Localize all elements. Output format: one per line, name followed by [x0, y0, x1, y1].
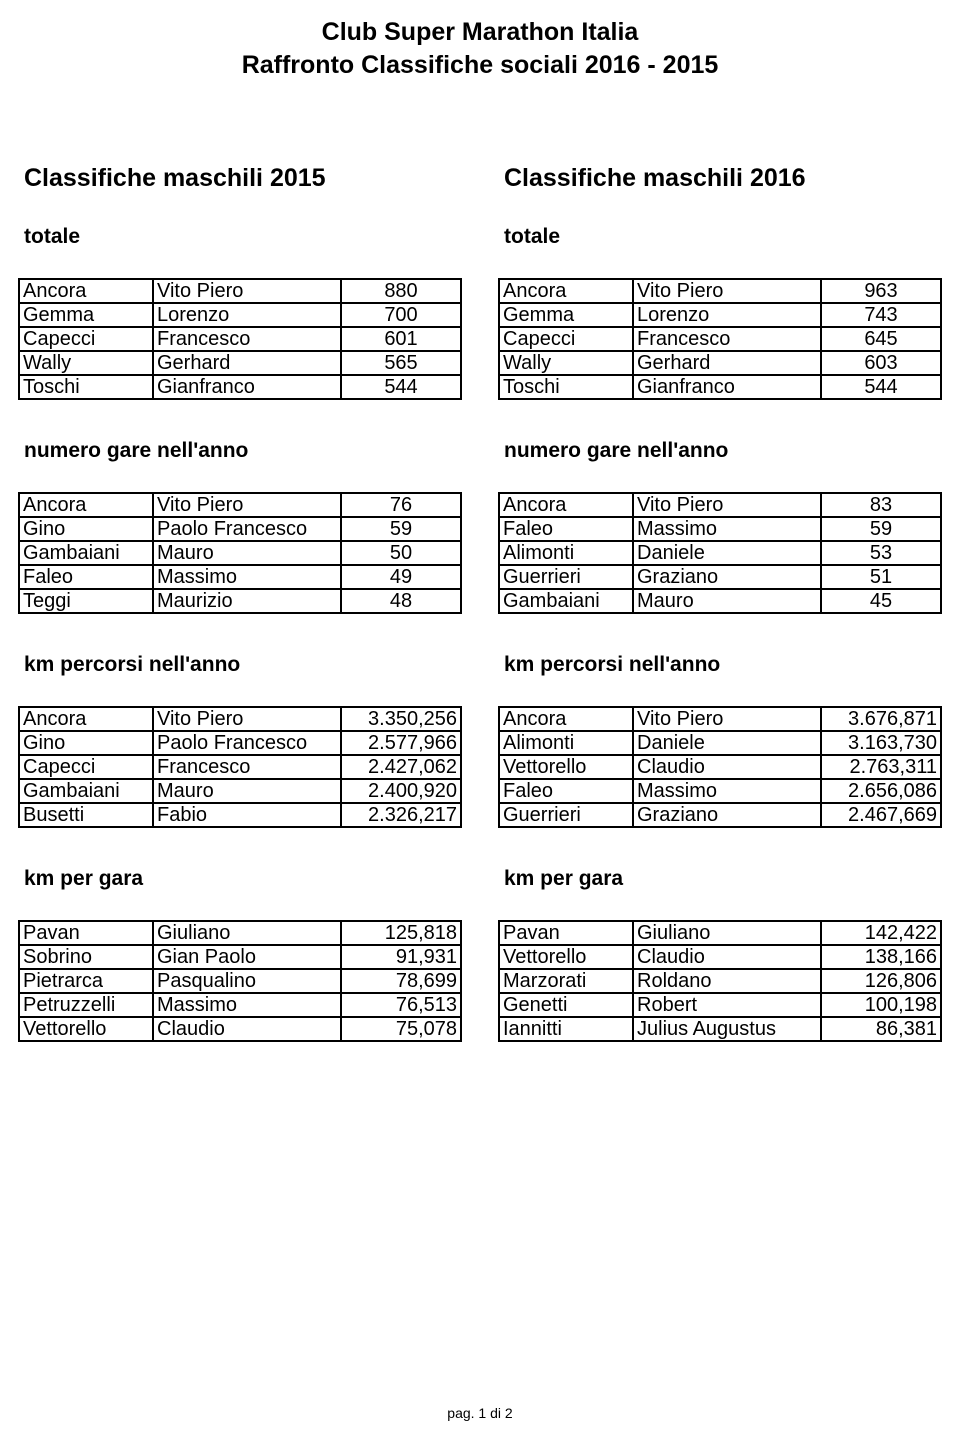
firstname-cell: Giuliano	[153, 921, 341, 945]
section-label: km percorsi nell'anno	[504, 653, 721, 676]
table-row	[19, 351, 461, 375]
table-row	[499, 803, 941, 827]
firstname-cell: Vito Piero	[153, 493, 341, 517]
firstname-cell: Gianfranco	[153, 375, 341, 399]
ranking-table	[18, 278, 462, 400]
section-label: numero gare nell'anno	[504, 439, 729, 462]
table-row	[499, 279, 941, 303]
firstname-cell: Graziano	[633, 803, 821, 827]
ranking-table	[498, 492, 942, 614]
section-label: km per gara	[24, 867, 144, 890]
value-cell: 700	[341, 303, 461, 327]
surname-cell: Gambaiani	[499, 589, 633, 613]
surname-cell: Faleo	[19, 565, 153, 589]
table-row	[499, 1017, 941, 1041]
column-heading: Classifiche maschili 2016	[504, 164, 806, 192]
section-label: totale	[504, 225, 561, 248]
firstname-cell: Vito Piero	[633, 707, 821, 731]
firstname-cell: Paolo Francesco	[153, 731, 341, 755]
value-cell: 76	[341, 493, 461, 517]
firstname-cell: Claudio	[633, 945, 821, 969]
value-cell: 142,422	[821, 921, 941, 945]
value-cell: 91,931	[341, 945, 461, 969]
value-cell: 125,818	[341, 921, 461, 945]
firstname-cell: Giuliano	[633, 921, 821, 945]
value-cell: 743	[821, 303, 941, 327]
document-subtitle: Raffronto Classifiche sociali 2016 - 2015	[241, 51, 719, 79]
firstname-cell: Vito Piero	[633, 279, 821, 303]
firstname-cell: Massimo	[633, 517, 821, 541]
surname-cell: Vettorello	[499, 945, 633, 969]
value-cell: 50	[341, 541, 461, 565]
value-cell: 78,699	[341, 969, 461, 993]
value-cell: 138,166	[821, 945, 941, 969]
ranking-table	[498, 278, 942, 400]
firstname-cell: Paolo Francesco	[153, 517, 341, 541]
surname-cell: Gemma	[499, 303, 633, 327]
table-row	[19, 375, 461, 399]
value-cell: 59	[341, 517, 461, 541]
table-row	[499, 565, 941, 589]
table-row	[499, 945, 941, 969]
section-km-per-gara	[18, 864, 462, 1044]
table-row	[19, 803, 461, 827]
surname-cell: Sobrino	[19, 945, 153, 969]
firstname-cell: Gerhard	[153, 351, 341, 375]
value-cell: 2.656,086	[821, 779, 941, 803]
surname-cell: Alimonti	[499, 731, 633, 755]
firstname-cell: Claudio	[153, 1017, 341, 1041]
ranking-table	[18, 706, 462, 828]
value-cell: 2.763,311	[821, 755, 941, 779]
table-row	[19, 327, 461, 351]
firstname-cell: Massimo	[153, 993, 341, 1017]
ranking-table	[498, 920, 942, 1042]
surname-cell: Guerrieri	[499, 565, 633, 589]
firstname-cell: Lorenzo	[153, 303, 341, 327]
surname-cell: Ancora	[499, 279, 633, 303]
surname-cell: Genetti	[499, 993, 633, 1017]
firstname-cell: Massimo	[633, 779, 821, 803]
surname-cell: Gemma	[19, 303, 153, 327]
value-cell: 2.400,920	[341, 779, 461, 803]
firstname-cell: Francesco	[633, 327, 821, 351]
surname-cell: Guerrieri	[499, 803, 633, 827]
value-cell: 51	[821, 565, 941, 589]
surname-cell: Wally	[19, 351, 153, 375]
ranking-table	[18, 492, 462, 614]
document-title: Club Super Marathon Italia	[321, 18, 639, 46]
surname-cell: Iannitti	[499, 1017, 633, 1041]
value-cell: 544	[341, 375, 461, 399]
surname-cell: Petruzzelli	[19, 993, 153, 1017]
table-row	[499, 541, 941, 565]
value-cell: 86,381	[821, 1017, 941, 1041]
value-cell: 2.467,669	[821, 803, 941, 827]
value-cell: 2.427,062	[341, 755, 461, 779]
ranking-table	[498, 706, 942, 828]
value-cell: 2.326,217	[341, 803, 461, 827]
section-label: km per gara	[504, 867, 624, 890]
surname-cell: Busetti	[19, 803, 153, 827]
firstname-cell: Francesco	[153, 755, 341, 779]
firstname-cell: Daniele	[633, 731, 821, 755]
firstname-cell: Robert	[633, 993, 821, 1017]
surname-cell: Toschi	[19, 375, 153, 399]
surname-cell: Pietrarca	[19, 969, 153, 993]
firstname-cell: Claudio	[633, 755, 821, 779]
table-row	[19, 707, 461, 731]
surname-cell: Capecci	[499, 327, 633, 351]
surname-cell: Ancora	[499, 707, 633, 731]
section-km-percorsi	[498, 650, 942, 830]
surname-cell: Ancora	[19, 279, 153, 303]
table-row	[499, 969, 941, 993]
surname-cell: Gambaiani	[19, 779, 153, 803]
firstname-cell: Vito Piero	[153, 707, 341, 731]
surname-cell: Vettorello	[19, 1017, 153, 1041]
ranking-table	[18, 920, 462, 1042]
table-row	[19, 1017, 461, 1041]
table-row	[19, 993, 461, 1017]
surname-cell: Capecci	[19, 755, 153, 779]
value-cell: 45	[821, 589, 941, 613]
table-row	[19, 731, 461, 755]
table-row	[19, 565, 461, 589]
firstname-cell: Massimo	[153, 565, 341, 589]
value-cell: 544	[821, 375, 941, 399]
section-label: km percorsi nell'anno	[24, 653, 241, 676]
firstname-cell: Fabio	[153, 803, 341, 827]
table-row	[499, 303, 941, 327]
table-row	[499, 707, 941, 731]
firstname-cell: Gianfranco	[633, 375, 821, 399]
table-row	[19, 279, 461, 303]
surname-cell: Capecci	[19, 327, 153, 351]
column-heading: Classifiche maschili 2015	[24, 164, 326, 192]
value-cell: 75,078	[341, 1017, 461, 1041]
surname-cell: Ancora	[19, 707, 153, 731]
firstname-cell: Lorenzo	[633, 303, 821, 327]
surname-cell: Alimonti	[499, 541, 633, 565]
section-numero-gare	[18, 436, 462, 616]
page-number: pag. 1 di 2	[447, 1405, 513, 1421]
value-cell: 126,806	[821, 969, 941, 993]
value-cell: 59	[821, 517, 941, 541]
table-row	[19, 755, 461, 779]
table-row	[499, 493, 941, 517]
value-cell: 83	[821, 493, 941, 517]
table-row	[499, 755, 941, 779]
surname-cell: Ancora	[499, 493, 633, 517]
section-label: numero gare nell'anno	[24, 439, 249, 462]
table-row	[19, 517, 461, 541]
section-totale	[498, 222, 942, 402]
firstname-cell: Pasqualino	[153, 969, 341, 993]
value-cell: 880	[341, 279, 461, 303]
section-totale	[18, 222, 462, 402]
surname-cell: Faleo	[499, 779, 633, 803]
value-cell: 645	[821, 327, 941, 351]
section-label: totale	[24, 225, 81, 248]
firstname-cell: Mauro	[153, 541, 341, 565]
table-row	[19, 969, 461, 993]
surname-cell: Marzorati	[499, 969, 633, 993]
firstname-cell: Maurizio	[153, 589, 341, 613]
value-cell: 3.350,256	[341, 707, 461, 731]
firstname-cell: Daniele	[633, 541, 821, 565]
surname-cell: Gambaiani	[19, 541, 153, 565]
surname-cell: Toschi	[499, 375, 633, 399]
firstname-cell: Roldano	[633, 969, 821, 993]
table-row	[19, 303, 461, 327]
table-row	[499, 517, 941, 541]
table-row	[499, 351, 941, 375]
section-km-per-gara	[498, 864, 942, 1044]
section-numero-gare	[498, 436, 942, 616]
table-row	[19, 541, 461, 565]
table-row	[499, 731, 941, 755]
surname-cell: Wally	[499, 351, 633, 375]
firstname-cell: Gerhard	[633, 351, 821, 375]
table-row	[499, 375, 941, 399]
table-row	[499, 779, 941, 803]
value-cell: 48	[341, 589, 461, 613]
value-cell: 3.163,730	[821, 731, 941, 755]
firstname-cell: Gian Paolo	[153, 945, 341, 969]
value-cell: 53	[821, 541, 941, 565]
table-row	[499, 589, 941, 613]
surname-cell: Vettorello	[499, 755, 633, 779]
firstname-cell: Julius Augustus	[633, 1017, 821, 1041]
surname-cell: Teggi	[19, 589, 153, 613]
value-cell: 601	[341, 327, 461, 351]
value-cell: 2.577,966	[341, 731, 461, 755]
firstname-cell: Graziano	[633, 565, 821, 589]
value-cell: 565	[341, 351, 461, 375]
surname-cell: Pavan	[19, 921, 153, 945]
value-cell: 76,513	[341, 993, 461, 1017]
firstname-cell: Mauro	[153, 779, 341, 803]
table-row	[19, 493, 461, 517]
table-row	[499, 921, 941, 945]
surname-cell: Ancora	[19, 493, 153, 517]
section-km-percorsi	[18, 650, 462, 830]
surname-cell: Gino	[19, 517, 153, 541]
firstname-cell: Vito Piero	[633, 493, 821, 517]
firstname-cell: Vito Piero	[153, 279, 341, 303]
firstname-cell: Francesco	[153, 327, 341, 351]
table-row	[499, 993, 941, 1017]
firstname-cell: Mauro	[633, 589, 821, 613]
table-row	[19, 779, 461, 803]
table-row	[19, 945, 461, 969]
table-row	[499, 327, 941, 351]
surname-cell: Faleo	[499, 517, 633, 541]
value-cell: 3.676,871	[821, 707, 941, 731]
value-cell: 49	[341, 565, 461, 589]
value-cell: 100,198	[821, 993, 941, 1017]
value-cell: 963	[821, 279, 941, 303]
table-row	[19, 921, 461, 945]
surname-cell: Gino	[19, 731, 153, 755]
value-cell: 603	[821, 351, 941, 375]
table-row	[19, 589, 461, 613]
surname-cell: Pavan	[499, 921, 633, 945]
